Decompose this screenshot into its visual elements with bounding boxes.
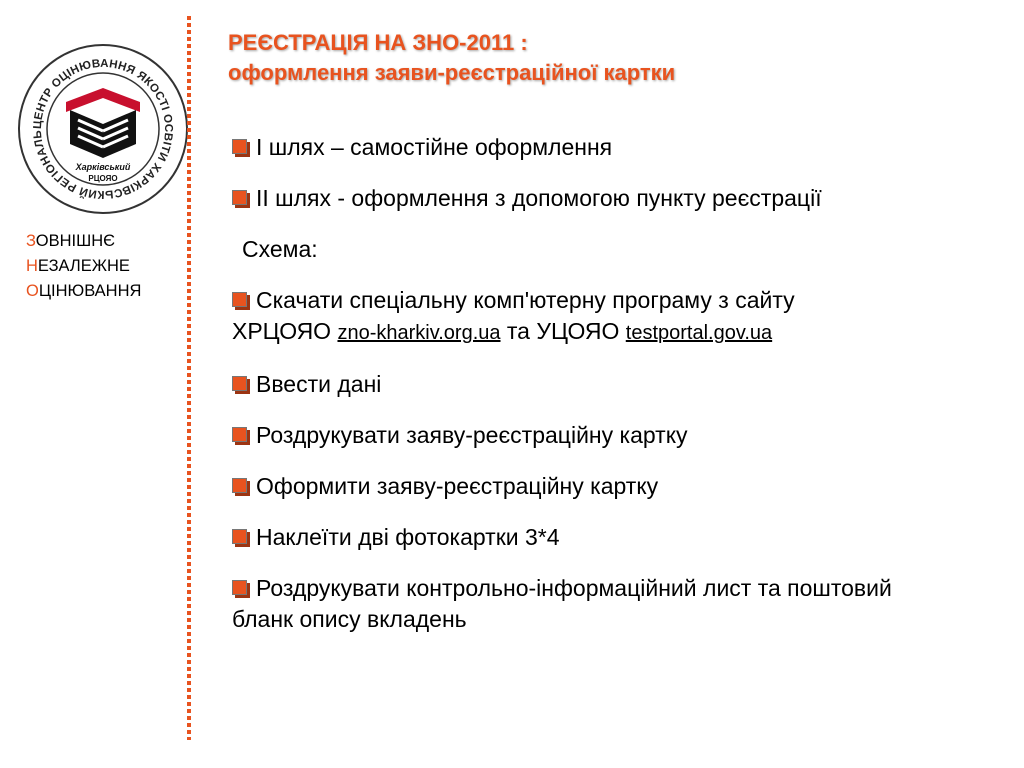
zno-line-1: ЗОВНІШНЄ [26, 232, 116, 250]
slide-title [228, 28, 675, 88]
list-item: Скачати спеціальну комп'ютерну програму з сайту ХРЦОЯО zno-kharkiv.org.ua та УЦОЯО testportal.gov.ua [232, 287, 795, 344]
schema-label: Схема: [242, 236, 318, 262]
checkbox-bullet-icon [232, 139, 247, 154]
checkbox-bullet-icon [232, 292, 247, 307]
checkbox-bullet-icon [232, 529, 247, 544]
list-item: Ввести дані [232, 369, 892, 400]
book-icon [66, 88, 140, 158]
list-item: Оформити заяву-реєстраційну картку [232, 471, 892, 502]
checkbox-bullet-icon [232, 478, 247, 493]
list-item: Роздрукувати заяву-реєстраційну картку [232, 420, 892, 451]
rcoyao-logo [14, 40, 192, 218]
title-line-1: РЕЄСТРАЦІЯ НА ЗНО-2011 : [228, 30, 528, 55]
list-item: Роздрукувати контрольно-інформаційний лист та поштовий бланк опису вкладень [232, 575, 892, 632]
title-line-2: оформлення заяви-реєстраційної картки [228, 60, 676, 85]
logo-name-line1: Харківський [75, 162, 131, 172]
link-zno-kharkiv[interactable]: zno-kharkiv.org.ua [337, 322, 501, 344]
checkbox-bullet-icon [232, 580, 247, 595]
link-testportal[interactable]: testportal.gov.ua [625, 322, 773, 344]
dotted-divider [187, 16, 191, 740]
zno-abbreviation [26, 229, 141, 304]
list-item: ІІ шлях - оформлення з допомогою пункту реєстрації [232, 183, 892, 214]
checkbox-bullet-icon [232, 376, 247, 391]
logo-ring-text: ЦЕНТР ОЦІНЮВАННЯ ЯКОСТІ ОСВІТИ ХАРКІВСЬКИЙ РЕГІОНАЛЬ [31, 57, 175, 201]
zno-line-3: ОЦІНЮВАННЯ [26, 282, 142, 300]
checkbox-bullet-icon [232, 427, 247, 442]
checkbox-bullet-icon [232, 190, 247, 205]
list-item: І шлях – самостійне оформлення [232, 132, 892, 163]
logo-emblem [14, 40, 192, 218]
list-item: Наклеїти дві фотокартки 3*4 [232, 522, 892, 553]
slide-content [232, 132, 892, 655]
logo-name-line2: РЦОЯО [88, 174, 118, 183]
zno-line-2: НЕЗАЛЕЖНЕ [26, 257, 130, 275]
